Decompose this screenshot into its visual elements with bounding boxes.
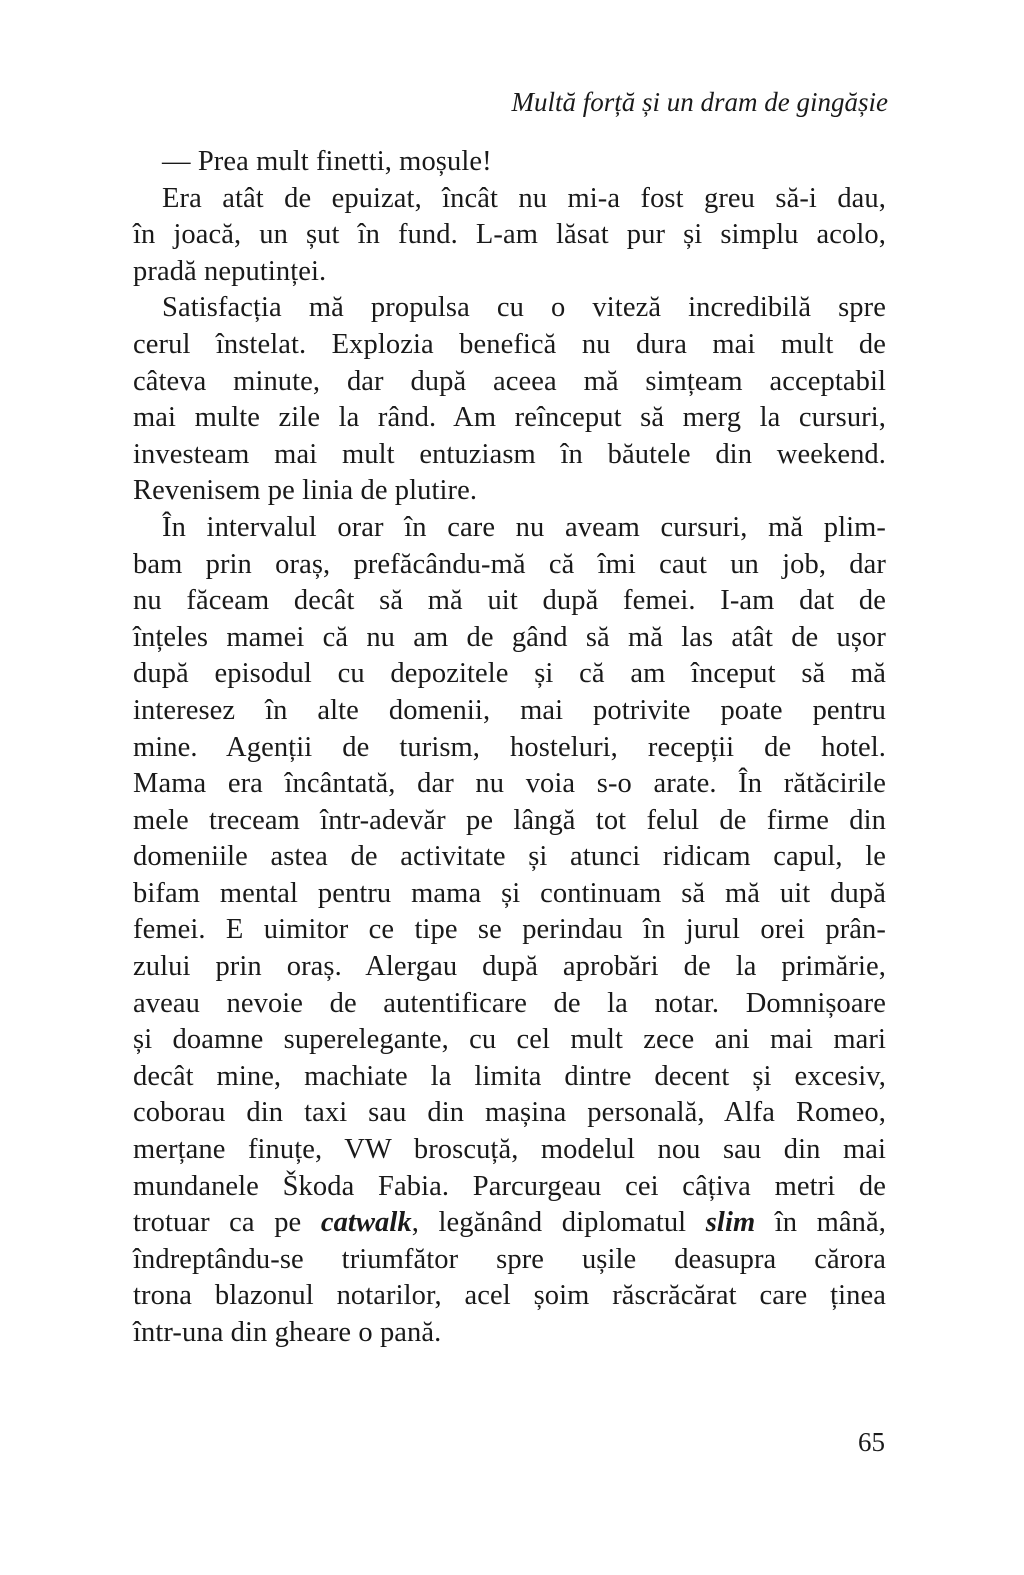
text-line: Satisfacția mă propulsa cu o viteză incredibilă spre [162,292,886,324]
text-line: nu făceam decât să mă uit după femei. I-am dat de [133,585,886,617]
text-line: înțeles mamei că nu am de gând să mă las atât de ușor [133,621,886,653]
text-line: decât mine, machiate la limita dintre decent și excesiv, [133,1060,886,1092]
text-line: zului prin oraș. Alergau după aprobări de la primărie, [133,951,886,983]
text-line: mai multe zile la rând. Am reînceput să merg la cursuri, [133,402,886,434]
text-line: cerul înstelat. Explozia benefică nu dura mai mult de [133,328,886,360]
text-line: Mama era încântată, dar nu voia s-o arate. În rătăcirile [133,768,886,800]
text-line: bifam mental pentru mama și continuam să mă uit după [133,877,886,909]
text-line: merțane finuțe, VW broscuță, modelul nou sau din mai [133,1134,886,1166]
text-line: câteva minute, dar după aceea mă simțeam acceptabil [133,365,886,397]
page-number: 65 [858,1427,885,1457]
text-line: mine. Agenții de turism, hosteluri, recepții de hotel. [133,731,886,763]
text-line: coborau din taxi sau din mașina personală, Alfa Romeo, [133,1097,886,1129]
text-line: în joacă, un șut în fund. L-am lăsat pur și simplu acolo, [133,219,886,251]
text-line: Revenisem pe linia de plutire. [133,475,478,507]
text-line: investeam mai mult entuziasm în băutele din weekend. [133,438,886,470]
text-line: mundanele Škoda Fabia. Parcurgeau cei câțiva metri de [133,1170,886,1202]
text-line [133,1205,886,1242]
text-line: În intervalul orar în care nu aveam cursuri, mă plim- [162,511,886,543]
body-text [133,144,886,1352]
text-line: și doamne superelegante, cu cel mult zece ani mai mari [133,1024,886,1056]
text-line: bam prin oraș, prefăcându-mă că îmi caut un job, dar [133,548,886,580]
text-line: într-una din gheare o pană. [133,1317,442,1348]
text-line: trona blazonul notarilor, acel șoim răscrăcărat care ținea [133,1280,886,1312]
text-line: mele treceam într-adevăr pe lângă tot felul de firme din [133,804,886,836]
text-line: pradă neputinței. [133,255,327,287]
text-line: femei. E uimitor ce tipe se perindau în jurul orei prân- [133,914,886,946]
text-line: după episodul cu depozitele și că am început să mă [133,658,886,690]
text-line: aveau nevoie de autentificare de la notar. Domnișoare [133,987,886,1019]
text-segment: trotuar ca pe [133,1207,321,1239]
text-segment: în mână, [755,1207,886,1239]
running-head-title: Multă forță și un dram de gingășie [511,87,888,117]
text-segment: , legănând diplomatul [411,1207,706,1239]
italic-term: slim [705,1207,756,1239]
text-line: domeniile astea de activitate și atunci ridicam capul, le [133,841,886,873]
text-line: Era atât de epuizat, încât nu mi-a fost greu să-i dau, [162,182,886,214]
text-line: îndreptându-se triumfător spre ușile deasupra cărora [133,1243,886,1275]
italic-term: catwalk [320,1207,412,1239]
text-line: interesez în alte domenii, mai potrivite poate pentru [133,694,886,726]
text-line: — Prea mult finetti, moșule! [162,146,492,177]
